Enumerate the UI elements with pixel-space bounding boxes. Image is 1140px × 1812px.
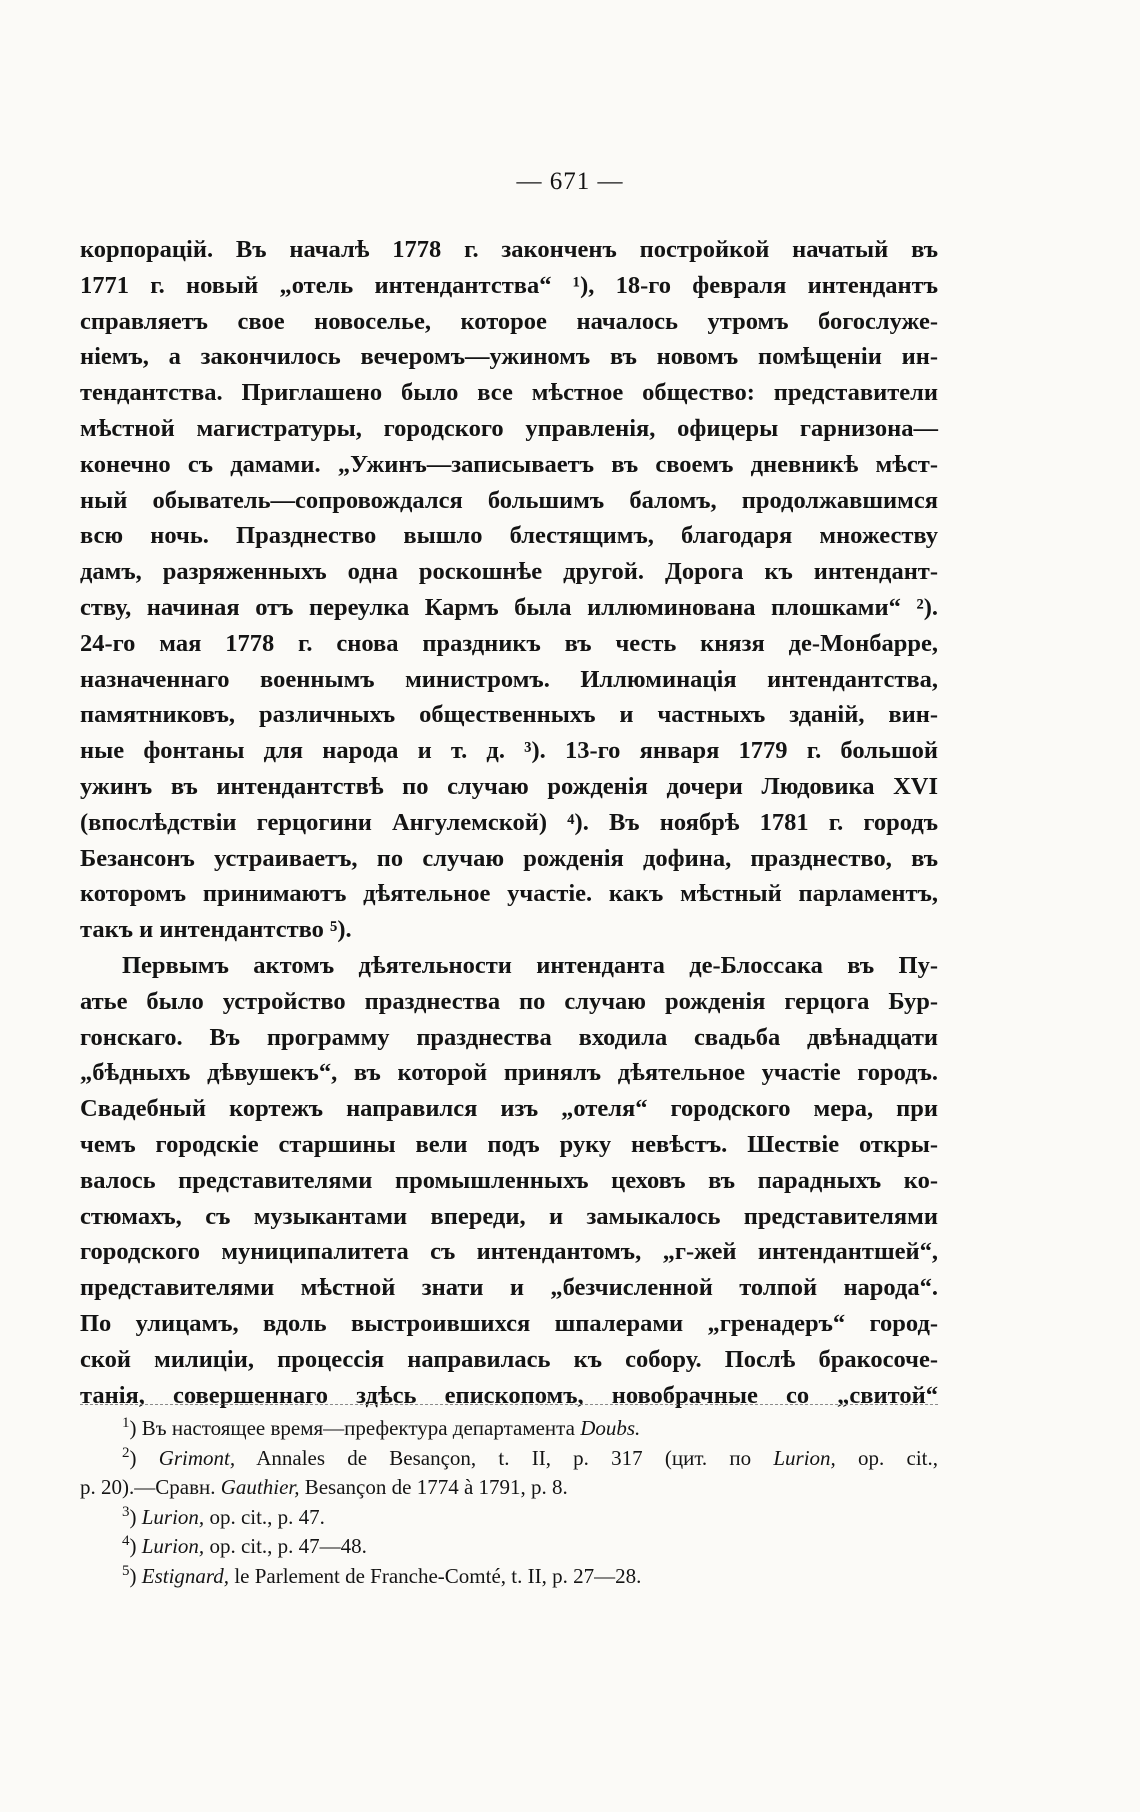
text-line: всю ночь. Празднество вышло блестящимъ, благодаря множеству: [80, 522, 938, 550]
footnote-text: op. cit., p. 47.: [204, 1504, 325, 1529]
paragraph-start-line: Первымъ актомъ дѣятельности интенданта де-Блоссака въ Пу-: [122, 951, 938, 979]
text-line: дамъ, разряженныхъ одна роскошнѣе другой. Дорога къ интендант-: [80, 558, 938, 586]
text-line: По улицамъ, вдоль выстроившихся шпалерами „гренадеръ“ город-: [80, 1309, 938, 1337]
footnote-marker: 3: [122, 1503, 130, 1520]
footnote-author: Lurion,: [141, 1504, 205, 1529]
footnote-marker: 5: [122, 1562, 130, 1579]
text-line: корпорацій. Въ началѣ 1778 г. законченъ постройкой начатый въ: [80, 236, 938, 263]
footnote-italic: Doubs.: [580, 1416, 641, 1440]
footnote-text: p. 20).—Сравн.: [80, 1475, 221, 1499]
text-line: „бѣдныхъ дѣвушекъ“, въ которой принялъ дѣятельное участіе городъ.: [80, 1059, 938, 1087]
text-line: назначеннаго военнымъ министромъ. Иллюминація интендантства,: [80, 665, 938, 693]
footnote-author: Grimont,: [158, 1445, 236, 1470]
text-line: атье было устройство празднества по случаю рожденія герцога Бур-: [80, 987, 938, 1015]
footnote-text: ) Въ настоящее время—префектура департамента: [129, 1416, 581, 1440]
text-line: представителями мѣстной знати и „безчисленной толпой народа“.: [80, 1274, 938, 1302]
footnote-author: Estignard,: [141, 1563, 230, 1588]
footnote-marker: 1: [122, 1415, 130, 1431]
text-line: ный обыватель—сопровождался большимъ баломъ, продолжавшимся: [80, 486, 938, 514]
text-line: памятниковъ, различныхъ общественныхъ и частныхъ зданій, вин-: [80, 701, 938, 729]
text-line: чемъ городскіе старшины вели подъ руку невѣстъ. Шествіе откры-: [80, 1130, 938, 1158]
text-line: 1771 г. новый „отель интендантства“ ¹), 18-го февраля интендантъ: [80, 271, 938, 299]
text-line: тендантства. Приглашено было все мѣстное общество: представители: [80, 379, 938, 407]
text-line: танія, совершеннаго здѣсь епископомъ, новобрачные со „свитой“: [80, 1381, 938, 1409]
text-line: мѣстной магистратуры, городского управленія, офицеры гарнизона—: [80, 414, 938, 442]
text-line: справляетъ свое новоселье, которое началось утромъ богослуже-: [80, 307, 938, 335]
text-line: ніемъ, а закончилось вечеромъ—ужиномъ въ новомъ помѣщеніи ин-: [80, 343, 938, 371]
text-line: которомъ принимаютъ дѣятельное участіе. какъ мѣстный парламентъ,: [80, 880, 938, 908]
text-line: ской милиціи, процессія направилась къ собору. Послѣ бракосоче-: [80, 1345, 938, 1373]
main-text: [80, 232, 938, 1413]
footnote-marker: 2: [122, 1444, 130, 1461]
text-line: валось представителями промышленныхъ цеховъ въ парадныхъ ко-: [80, 1166, 938, 1194]
paragraph-end-line: такъ и интендантство ⁵).: [80, 916, 352, 944]
footnote-cited-author: Lurion,: [773, 1445, 836, 1470]
footnote-text: op. cit.,: [835, 1445, 938, 1470]
text-line: конечно съ дамами. „Ужинъ—записываетъ въ своемъ дневникѣ мѣст-: [80, 450, 938, 478]
footnote-text: le Parlement de Franche-Comté, t. II, p. 27—28.: [229, 1563, 642, 1588]
text-line: ужинъ въ интендантствѣ по случаю рожденія дочери Людовика XVI: [80, 772, 938, 800]
footnote-marker: 4: [122, 1533, 130, 1549]
footnote-2-continuation: [80, 1473, 938, 1503]
footnote-text: Annales de Besançon, t. II, p. 317 (цит. по: [235, 1445, 774, 1470]
text-line: 24-го мая 1778 г. снова праздникъ въ честь князя де-Монбарре,: [80, 629, 938, 657]
footnote-4: $^4$) Lurion, op. cit., p. 47—48.: [122, 1533, 367, 1558]
text-line: стюмахъ, съ музыкантами впереди, и замыкалось представителями: [80, 1202, 938, 1230]
footnote-3: $^3$) Lurion, op. cit., p. 47.: [122, 1503, 325, 1529]
footnote-5: $^5$) Estignard, le Parlement de Franche-Comté, t. II, p. 27—28.: [122, 1562, 642, 1588]
text-line: ные фонтаны для народа и т. д. ³). 13-го января 1779 г. большой: [80, 737, 938, 765]
footnote-text: op. cit., p. 47—48.: [204, 1534, 367, 1558]
text-line: Безансонъ устраиваетъ, по случаю рожденія дофина, празднество, въ: [80, 844, 938, 872]
footnote-author: Gauthier,: [220, 1475, 300, 1499]
text-line: (впослѣдствіи герцогини Ангулемской) ⁴). Въ ноябрѣ 1781 г. городъ: [80, 808, 938, 836]
text-line: городского муниципалитета съ интендантомъ, „г-жей интендантшей“,: [80, 1238, 938, 1266]
page-number: — 671 —: [516, 168, 624, 195]
footnote-author: Lurion,: [141, 1534, 205, 1558]
text-line: ству, начиная отъ переулка Кармъ была иллюминована плошками“ ²).: [80, 593, 938, 621]
text-line: Свадебный кортежъ направился изъ „отеля“ городского мера, при: [80, 1095, 938, 1123]
footnote-2: $^2$) Grimont, Annales de Besançon, t. II, p. 317 (цит. по Lurion, op. cit.,: [122, 1444, 938, 1470]
footnote-divider: [80, 1404, 938, 1405]
footnotes: [80, 1414, 938, 1591]
footnote-1: [80, 1414, 938, 1444]
footnote-text: Besançon de 1774 à 1791, p. 8.: [299, 1475, 568, 1499]
text-line: гонскаго. Въ программу празднества входила свадьба двѣнадцати: [80, 1023, 938, 1051]
